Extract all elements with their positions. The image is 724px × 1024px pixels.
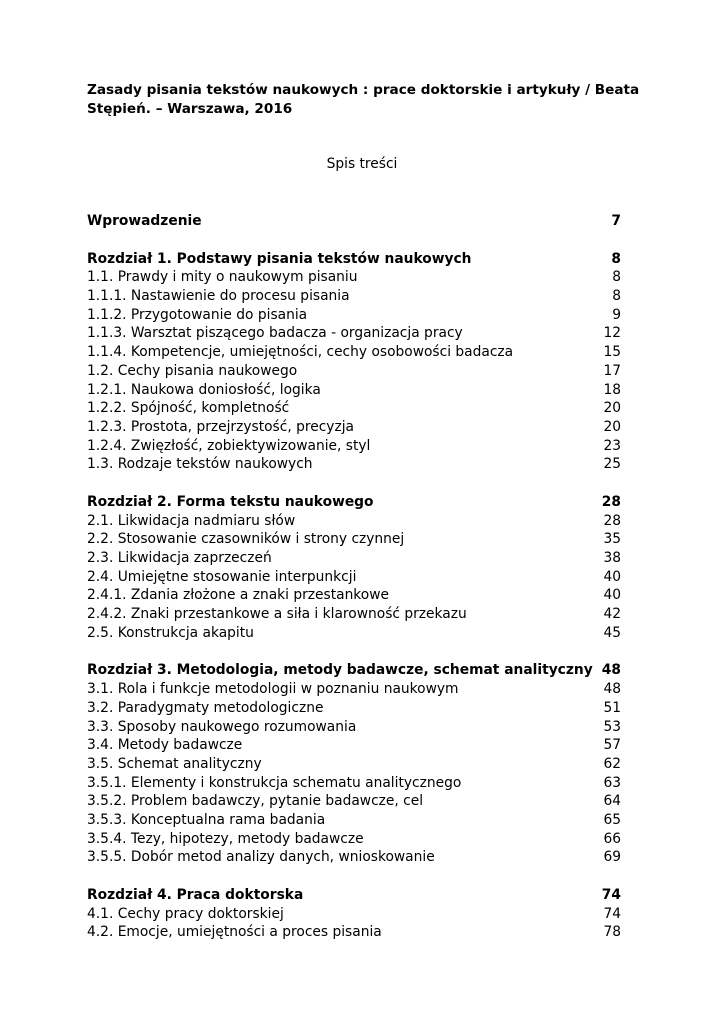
toc-entry (87, 624, 621, 643)
toc-entry-page: 25 (603, 456, 621, 473)
toc-entry-title: 3.4. Metody badawcze (87, 737, 243, 754)
toc-entry (87, 568, 621, 587)
toc-entry (87, 530, 621, 549)
toc-entry-title: 1.1.3. Warsztat piszącego badacza - organizacja pracy (87, 325, 463, 342)
toc-entry (87, 268, 621, 287)
toc-entry-title: 2.3. Likwidacja zaprzeczeń (87, 550, 272, 566)
toc-entry-page: 15 (603, 344, 621, 361)
toc-entry (87, 830, 621, 849)
toc-entry-page: 65 (603, 811, 621, 828)
toc-entry (87, 774, 621, 793)
toc-entry-title: Rozdział 3. Metodologia, metody badawcze, schemat analityczny (87, 662, 593, 679)
toc-entry-title: 2.4.2. Znaki przestankowe a siła i klarowność przekazu (87, 606, 467, 623)
toc-entry-title: 4.1. Cechy pracy doktorskiej (87, 905, 284, 922)
toc-entry-page: 74 (601, 887, 621, 903)
toc-entry-title: 2.2. Stosowanie czasowników i strony czynnej (87, 531, 405, 548)
toc-entry-title: 3.1. Rola i funkcje metodologii w poznaniu naukowym (87, 681, 459, 698)
toc-entry-title: 4.2. Emocje, umiejętności a proces pisania (87, 924, 382, 941)
toc-entry-title: 3.3. Sposoby naukowego rozumowania (87, 718, 357, 735)
toc-entry-title: 1.1.4. Kompetencje, umiejętności, cechy osobowości badacza (87, 344, 514, 361)
toc-entry-title: 3.5.1. Elementy i konstrukcja schematu analitycznego (87, 774, 462, 791)
toc-entry-title: 3.2. Paradygmaty metodologiczne (87, 699, 324, 716)
bibliographic-note: Zasady pisania tekstów naukowych : prace doktorskie i artykuły / Beata Stępień. – Warszawa, 2016 (87, 82, 640, 117)
toc-entry-page: 42 (603, 606, 621, 623)
toc-spacer (87, 642, 621, 661)
toc-entry-page: 38 (603, 550, 621, 566)
toc-entry-page: 63 (603, 774, 621, 791)
toc-entry (87, 324, 621, 343)
toc-entry (87, 381, 621, 400)
toc-entry-title: 2.1. Likwidacja nadmiaru słów (87, 512, 296, 529)
toc-entry-title: 3.5.3. Konceptualna rama badania (87, 811, 326, 828)
toc-entry-page: 20 (603, 400, 621, 417)
toc-entry-title: Rozdział 2. Forma tekstu naukowego (87, 493, 374, 510)
toc-entry (87, 362, 621, 381)
toc-entry-page: 40 (603, 568, 621, 585)
toc-entry (87, 792, 621, 811)
toc-entry-title: Rozdział 4. Praca doktorska (87, 887, 304, 903)
toc-entry (87, 811, 621, 830)
toc-entry-title: 1.2.3. Prostota, przejrzystość, precyzja (87, 418, 354, 435)
toc-entry-page: 8 (611, 250, 621, 267)
toc-chapter-heading (87, 661, 621, 680)
toc-entry-title: 3.5.2. Problem badawczy, pytanie badawcze, cel (87, 793, 424, 810)
toc-entry (87, 287, 621, 306)
toc-entry-page: 20 (603, 418, 621, 435)
toc-entry (87, 399, 621, 418)
toc-entry-page: 17 (603, 362, 621, 379)
toc-entry (87, 699, 621, 718)
toc-entry-title: Wprowadzenie (87, 213, 202, 229)
toc-entry (87, 736, 621, 755)
toc-entry-page: 66 (603, 830, 621, 847)
toc-entry-title: 1.2. Cechy pisania naukowego (87, 362, 298, 379)
toc-entry (87, 418, 621, 437)
toc-entry (87, 923, 621, 942)
toc-entry-title: 3.5.4. Tezy, hipotezy, metody badawcze (87, 830, 364, 847)
toc-spacer (87, 867, 621, 886)
toc-entry-title: Rozdział 1. Podstawy pisania tekstów naukowych (87, 250, 472, 267)
toc-entry-page: 12 (603, 325, 621, 342)
toc-entry-page: 18 (603, 381, 621, 398)
toc-entry-title: 1.2.2. Spójność, kompletność (87, 400, 290, 417)
toc-spacer (87, 231, 621, 250)
toc-entry-title: 3.5.5. Dobór metod analizy danych, wnioskowanie (87, 849, 435, 866)
toc-entry (87, 512, 621, 531)
toc-entry-page: 53 (603, 718, 621, 735)
toc-entry-title: 2.5. Konstrukcja akapitu (87, 624, 254, 641)
toc-entry-page: 40 (603, 587, 621, 604)
toc-chapter-heading (87, 250, 621, 269)
toc-entry (87, 755, 621, 774)
toc-entry-page: 48 (601, 662, 621, 679)
toc-entry (87, 437, 621, 456)
toc-entry-title: 1.1. Prawdy i mity o naukowym pisaniu (87, 269, 358, 286)
toc-entry (87, 549, 621, 568)
toc-entry (87, 343, 621, 362)
toc-entry-title: 1.1.2. Przygotowanie do pisania (87, 306, 308, 323)
toc-entry-page: 57 (603, 737, 621, 754)
toc-title: Spis treści (326, 156, 398, 172)
toc-entry-page: 9 (612, 306, 621, 323)
toc-entry-page: 62 (603, 755, 621, 772)
toc-entry-page: 45 (603, 624, 621, 641)
toc-entry-title: 1.2.1. Naukowa doniosłość, logika (87, 381, 321, 398)
toc-entry-page: 28 (603, 512, 621, 529)
toc-entry (87, 586, 621, 605)
toc-entry-title: 2.4. Umiejętne stosowanie interpunkcji (87, 568, 357, 585)
toc-entry-page: 7 (611, 213, 621, 229)
toc-intro (87, 212, 621, 231)
toc-entry-page: 69 (603, 849, 621, 866)
toc-entry (87, 718, 621, 737)
toc-entry (87, 605, 621, 624)
toc-entry-page: 35 (603, 531, 621, 548)
toc-entry (87, 905, 621, 924)
toc-entry-page: 8 (612, 288, 621, 305)
toc-entry (87, 848, 621, 867)
toc-entry-page: 28 (601, 493, 621, 510)
toc-chapter-heading (87, 493, 621, 512)
toc-entry-page: 74 (603, 905, 621, 922)
toc-entry (87, 306, 621, 325)
toc-entry-page: 64 (603, 793, 621, 810)
toc-chapter-heading (87, 886, 621, 905)
toc-entry-title: 1.2.4. Zwięzłość, zobiektywizowanie, styl (87, 437, 371, 454)
toc-entry-page: 8 (612, 269, 621, 286)
toc-entry-title: 2.4.1. Zdania złożone a znaki przestankowe (87, 587, 390, 604)
toc-entry-page: 51 (603, 699, 621, 716)
toc-entry-page: 23 (603, 437, 621, 454)
toc-entry (87, 680, 621, 699)
toc-entry (87, 455, 621, 474)
toc-entry-page: 48 (603, 681, 621, 698)
toc-spacer (87, 474, 621, 493)
toc-entry-title: 1.1.1. Nastawienie do procesu pisania (87, 288, 350, 305)
toc-entry-title: 3.5. Schemat analityczny (87, 755, 262, 772)
table-of-contents (87, 212, 621, 942)
toc-entry-title: 1.3. Rodzaje tekstów naukowych (87, 456, 313, 473)
toc-entry-page: 78 (603, 924, 621, 941)
